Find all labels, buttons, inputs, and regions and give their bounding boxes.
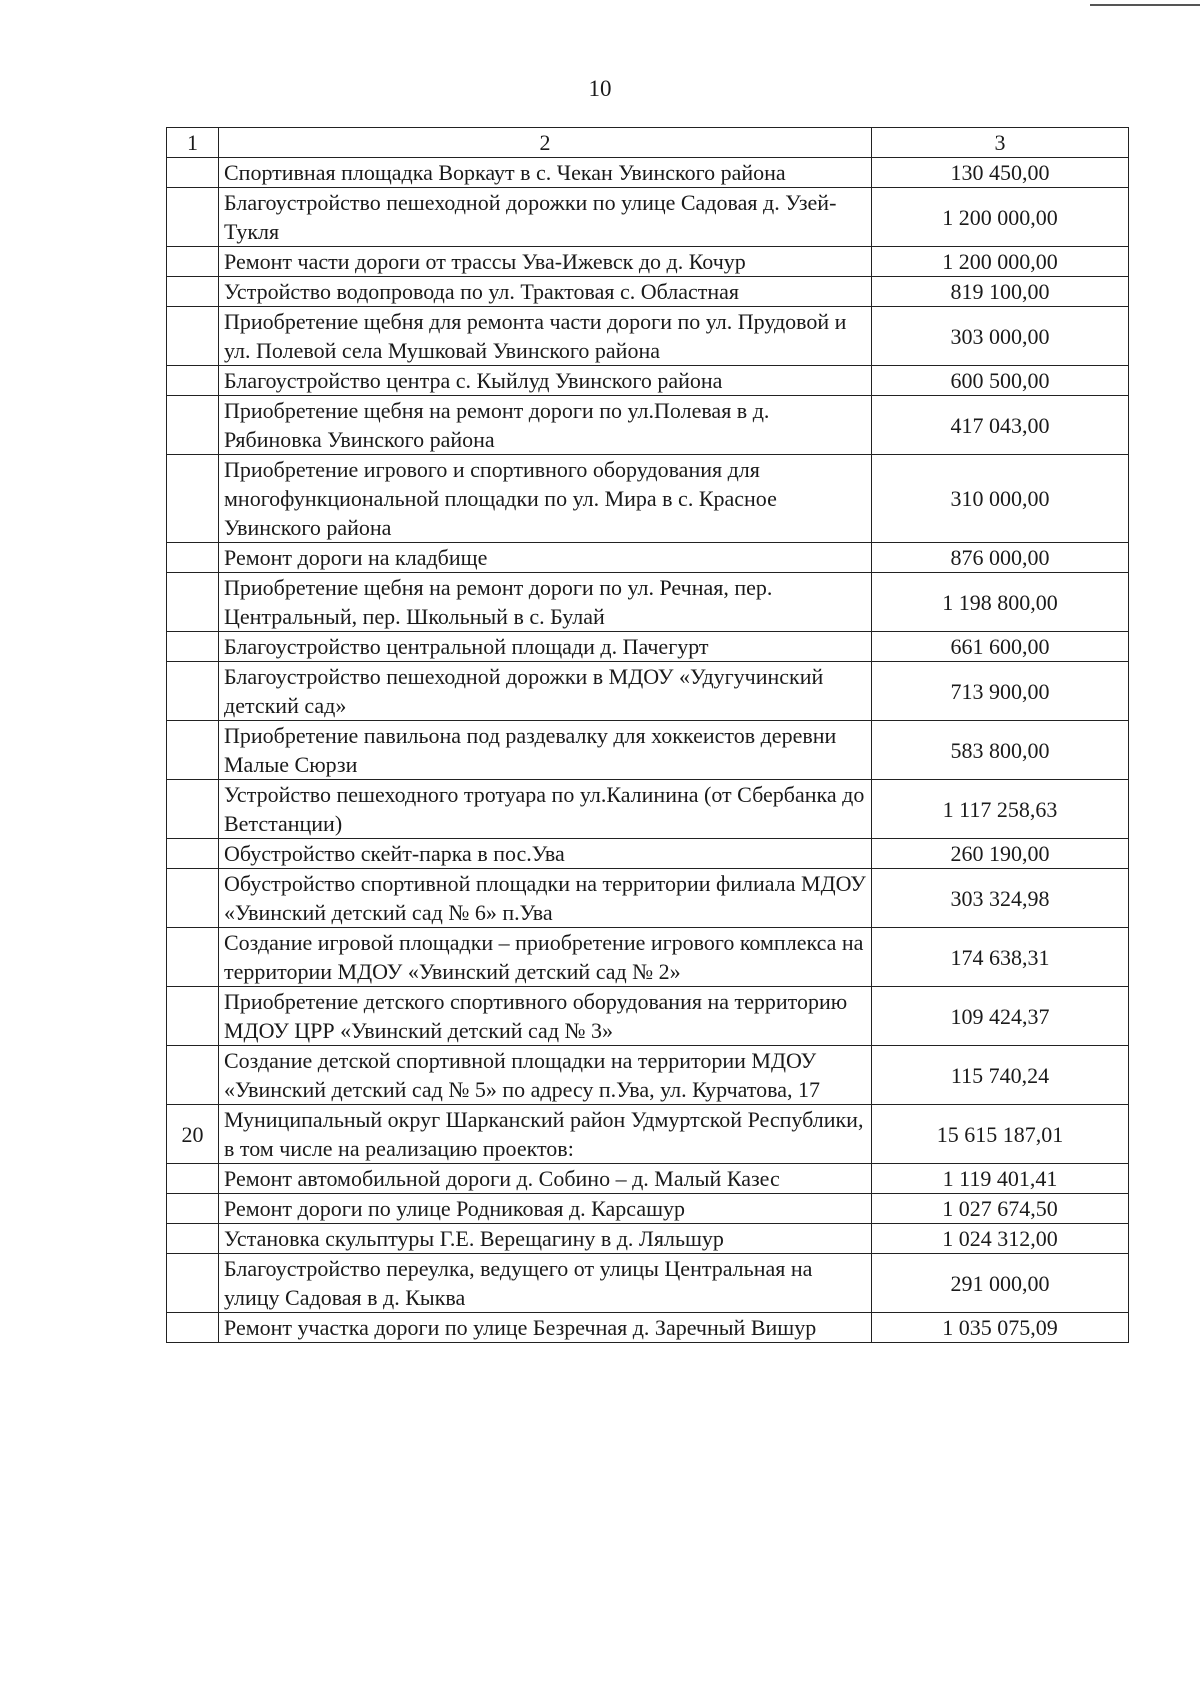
project-name-cell: Ремонт дороги на кладбище [219,543,872,573]
project-name-cell: Благоустройство пешеходной дорожки по улице Садовая д. Узей-Тукля [219,188,872,247]
project-name-cell: Установка скульптуры Г.Е. Верещагину в д. Ляльшур [219,1224,872,1254]
project-name-cell: Ремонт автомобильной дороги д. Собино – д. Малый Казес [219,1164,872,1194]
table-row [167,158,1129,188]
project-name-cell: Благоустройство центральной площади д. Пачегурт [219,632,872,662]
amount-cell: 661 600,00 [872,632,1129,662]
table-row [167,455,1129,543]
row-number-cell [167,869,219,928]
amount-cell: 600 500,00 [872,366,1129,396]
project-name-cell: Обустройство спортивной площадки на территории филиала МДОУ «Увинский детский сад № 6» п.Ува [219,869,872,928]
table-row [167,1254,1129,1313]
amount-cell: 15 615 187,01 [872,1105,1129,1164]
row-number-cell [167,158,219,188]
amount-cell: 303 324,98 [872,869,1129,928]
row-number-cell [167,1164,219,1194]
page-number: 10 [588,76,612,101]
project-name-cell: Устройство пешеходного тротуара по ул.Калинина (от Сбербанка до Ветстанции) [219,780,872,839]
row-number-cell [167,277,219,307]
table-row [167,396,1129,455]
project-name-cell: Приобретение павильона под раздевалку для хоккеистов деревни Малые Сюрзи [219,721,872,780]
row-number-cell [167,632,219,662]
row-number-cell [167,839,219,869]
amount-cell: 291 000,00 [872,1254,1129,1313]
row-number-cell [167,721,219,780]
table-row [167,543,1129,573]
project-name-cell: Благоустройство пешеходной дорожки в МДОУ «Удугучинский детский сад» [219,662,872,721]
row-number-cell [167,1313,219,1343]
amount-cell: 1 117 258,63 [872,780,1129,839]
row-number-cell [167,247,219,277]
project-name-cell: Приобретение щебня для ремонта части дороги по ул. Прудовой и ул. Полевой села Мушковай Увинского района [219,307,872,366]
project-name-cell: Приобретение щебня на ремонт дороги по ул.Полевая в д. Рябиновка Увинского района [219,396,872,455]
row-number-cell [167,455,219,543]
table-row [167,928,1129,987]
project-name-cell: Ремонт участка дороги по улице Безречная д. Заречный Вишур [219,1313,872,1343]
amount-cell: 1 027 674,50 [872,1194,1129,1224]
amount-cell: 1 200 000,00 [872,188,1129,247]
projects-table [166,127,1129,1343]
project-name-cell: Создание игровой площадки – приобретение игрового комплекса на территории МДОУ «Увинский детский сад № 2» [219,928,872,987]
amount-cell: 1 024 312,00 [872,1224,1129,1254]
row-number-cell [167,396,219,455]
amount-cell: 109 424,37 [872,987,1129,1046]
header-col-3: 3 [872,128,1129,158]
table-row [167,1046,1129,1105]
table-row [167,277,1129,307]
table-row [167,632,1129,662]
amount-cell: 713 900,00 [872,662,1129,721]
project-name-cell: Спортивная площадка Воркаут в с. Чекан Увинского района [219,158,872,188]
amount-cell: 876 000,00 [872,543,1129,573]
table-row [167,1105,1129,1164]
row-number-cell [167,1046,219,1105]
project-name-cell: Благоустройство переулка, ведущего от улицы Центральная на улицу Садовая в д. Кыква [219,1254,872,1313]
amount-cell: 174 638,31 [872,928,1129,987]
project-name-cell: Приобретение детского спортивного оборудования на территорию МДОУ ЦРР «Увинский детский сад № 3» [219,987,872,1046]
project-name-cell: Создание детской спортивной площадки на территории МДОУ «Увинский детский сад № 5» по адресу п.Ува, ул. Курчатова, 17 [219,1046,872,1105]
table-row [167,1194,1129,1224]
header-col-1: 1 [167,128,219,158]
row-number-cell [167,1224,219,1254]
amount-cell: 1 119 401,41 [872,1164,1129,1194]
table-row [167,307,1129,366]
row-number-cell [167,188,219,247]
row-number-cell [167,780,219,839]
row-number-cell [167,1254,219,1313]
project-name-cell: Обустройство скейт-парка в пос.Ува [219,839,872,869]
top-edge-rule [1090,4,1200,6]
amount-cell: 310 000,00 [872,455,1129,543]
project-name-cell: Приобретение щебня на ремонт дороги по ул. Речная, пер. Центральный, пер. Школьный в с. Булай [219,573,872,632]
amount-cell: 1 198 800,00 [872,573,1129,632]
row-number-cell [167,543,219,573]
table-row [167,987,1129,1046]
project-name-cell: Муниципальный округ Шарканский район Удмуртской Республики, в том числе на реализацию проектов: [219,1105,872,1164]
project-name-cell: Ремонт дороги по улице Родниковая д. Карсашур [219,1194,872,1224]
project-name-cell: Благоустройство центра с. Кыйлуд Увинского района [219,366,872,396]
row-number-cell [167,987,219,1046]
table-row [167,1224,1129,1254]
row-number-cell [167,662,219,721]
amount-cell: 1 035 075,09 [872,1313,1129,1343]
amount-cell: 115 740,24 [872,1046,1129,1105]
table-row [167,1164,1129,1194]
table-row [167,1313,1129,1343]
row-number-cell [167,573,219,632]
amount-cell: 260 190,00 [872,839,1129,869]
amount-cell: 1 200 000,00 [872,247,1129,277]
project-name-cell: Ремонт части дороги от трассы Ува-Ижевск до д. Кочур [219,247,872,277]
table-row [167,839,1129,869]
amount-cell: 583 800,00 [872,721,1129,780]
table-row [167,247,1129,277]
header-col-2: 2 [219,128,872,158]
amount-cell: 303 000,00 [872,307,1129,366]
row-number-cell [167,307,219,366]
table-row [167,573,1129,632]
row-number-cell: 20 [167,1105,219,1164]
table-row [167,366,1129,396]
amount-cell: 417 043,00 [872,396,1129,455]
row-number-cell [167,1194,219,1224]
table-row [167,662,1129,721]
amount-cell: 130 450,00 [872,158,1129,188]
row-number-cell [167,928,219,987]
table-header-row [167,128,1129,158]
project-name-cell: Устройство водопровода по ул. Трактовая с. Областная [219,277,872,307]
table-row [167,780,1129,839]
row-number-cell [167,366,219,396]
project-name-cell: Приобретение игрового и спортивного оборудования для многофункциональной площадки по ул. Мира в с. Красное Увинского района [219,455,872,543]
table-row [167,188,1129,247]
amount-cell: 819 100,00 [872,277,1129,307]
table-row [167,869,1129,928]
table-row [167,721,1129,780]
